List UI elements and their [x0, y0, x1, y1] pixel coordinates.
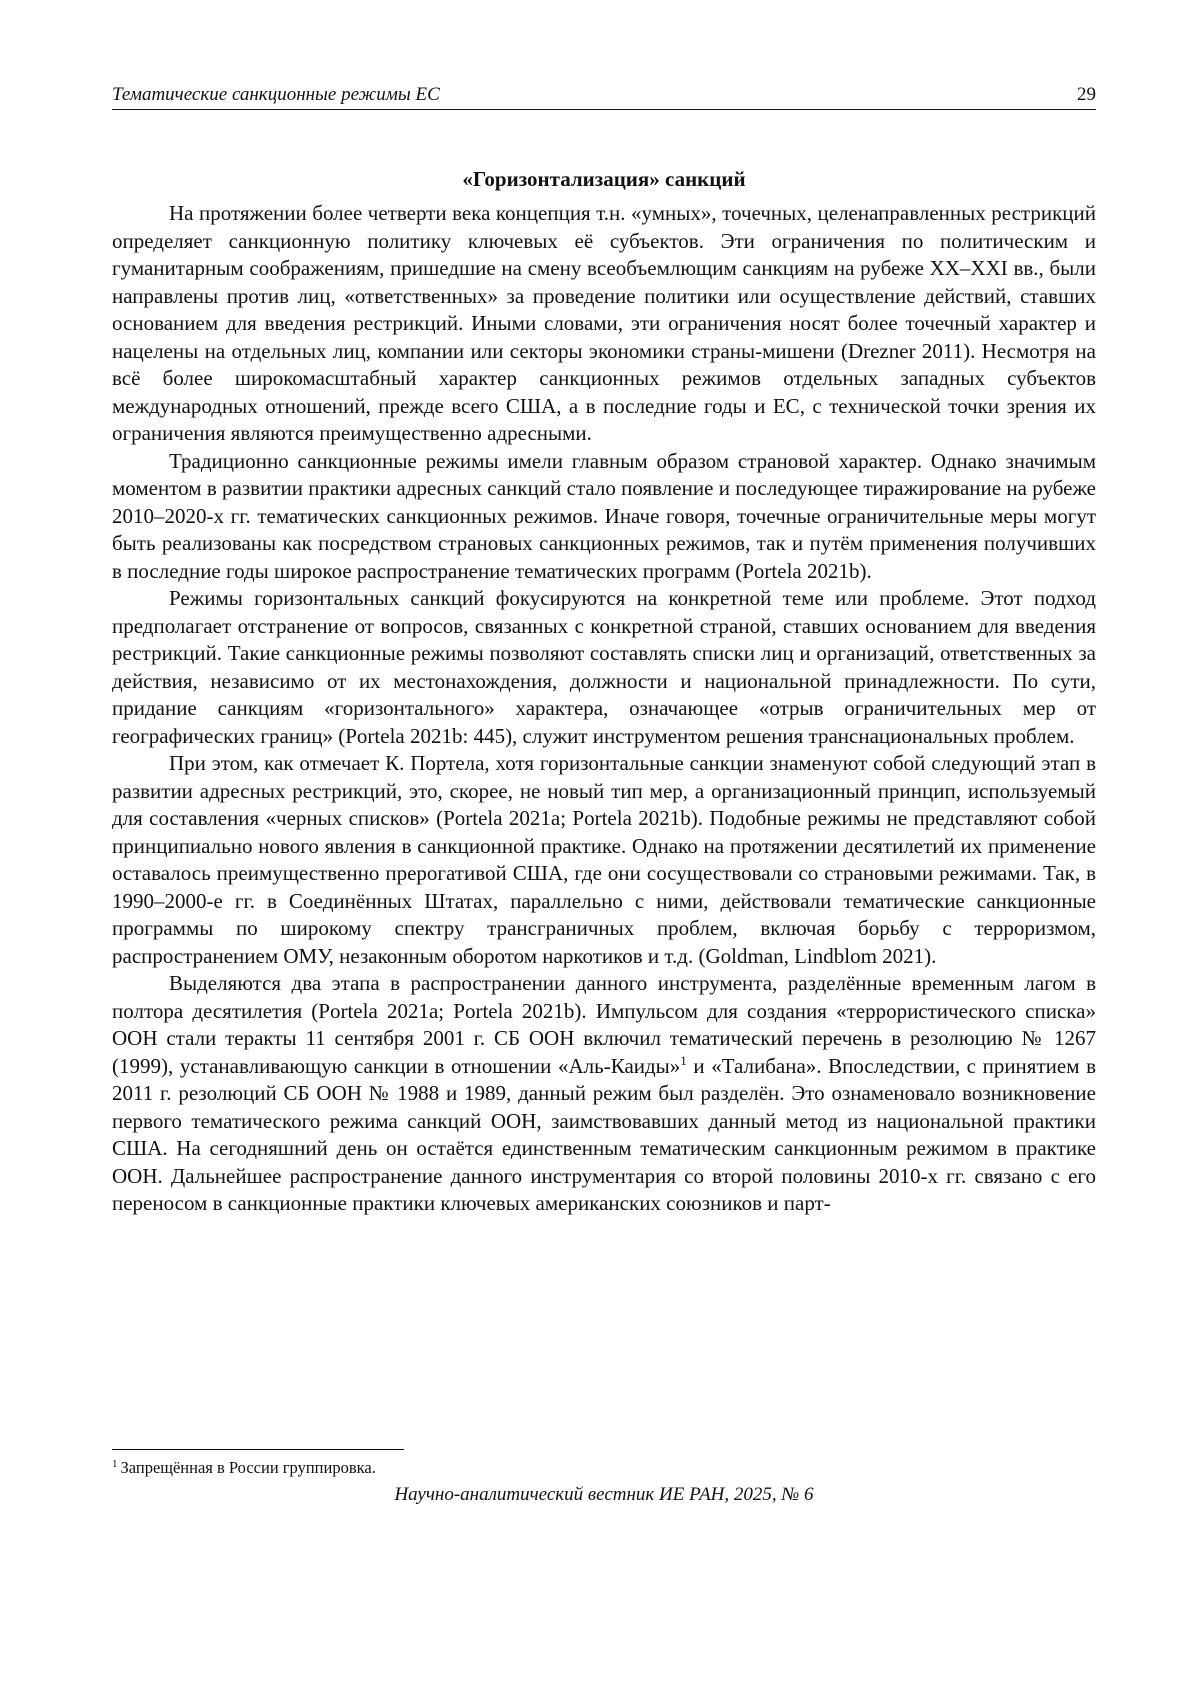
footnote-reference[interactable]: 1: [680, 1052, 687, 1068]
paragraph-5: [112, 970, 1096, 1218]
page-number: 29: [1077, 84, 1096, 105]
paragraph-5-part-1: Выделяются два этапа в распространении данного инструмента, разделённые временным лагом в полтора десятилетия (Portela 2021a; Portela 2021b). Импульсом для создания «террористического списка» ООН стали теракты 11 сентября 2001 г. СБ ООН включил тематический перечень в резолюцию № 1267 (1999), устанавливающую санкции в отношении «Аль-Каиды»: [112, 971, 1096, 1078]
paragraph-1: На протяжении более четверти века концепция т.н. «умных», точечных, целенаправленных рестрикций определяет санкционную политику ключевых её субъектов. Эти ограничения по политическим и гуманитарным соображениям, пришедшие на смену всеобъемлющим санкциям на рубеже XX–XXI вв., были направлены против лиц, «ответственных» за проведение политики или осуществление действий, ставших основанием для введения рестрикций. Иными словами, эти ограничения носят более точечный характер и нацелены на отдельных лиц, компании или секторы экономики страны-мишени (Drezner 2011). Несмотря на всё более широкомасштабный характер санкционных режимов отдельных западных субъектов международных отношений, прежде всего США, а в последние годы и ЕС, с технической точки зрения их ограничения являются преимущественно адресными.: [112, 201, 1096, 445]
body-text: [112, 200, 1096, 1218]
paragraph-2: Традиционно санкционные режимы имели главным образом страновой характер. Однако значимым моментом в развитии практики адресных санкций стало появление и последующее тиражирование на рубеже 2010–2020-х гг. тематических санкционных режимов. Иначе говоря, точечные ограничительные меры могут быть реализованы как посредством страновых санкционных режимов, так и путём применения получивших в последние годы широкое распространение тематических программ (Portela 2021b).: [112, 448, 1096, 583]
footnote-divider: [112, 1449, 404, 1450]
footnote-number: 1: [112, 1457, 118, 1470]
paragraph-4: При этом, как отмечает К. Портела, хотя горизонтальные санкции знаменуют собой следующий этап в развитии адресных рестрикций, это, скорее, не новый тип мер, а организационный принцип, используемый для составления «черных списков» (Portela 2021a; Portela 2021b). Подобные режимы не представляют собой принципиально нового явления в санкционной практике. Однако на протяжении десятилетий их применение оставалось преимущественно прерогативой США, где они сосуществовали со страновыми режимами. Так, в 1990–2000-е гг. в Соединённых Штатах, параллельно с ними, действовали тематические санкционные программы по широкому спектру трансграничных проблем, включая борьбу с терроризмом, распространением ОМУ, незаконным оборотом наркотиков и т.д. (Goldman, Lindblom 2021).: [112, 751, 1096, 968]
footnote: [112, 1458, 376, 1478]
journal-footer: Научно-аналитический вестник ИЕ РАН, 2025, № 6: [394, 1484, 814, 1505]
paragraph-5-part-2: и «Талибана». Впоследствии, с принятием в 2011 г. резолюций СБ ООН № 1988 и 1989, данный режим был разделён. Это ознаменовало возникновение первого тематического режима санкций ООН, заимствовавших данный метод из национальной практики США. На сегодняшний день он остаётся единственным тематическим санкционным режимом в практике ООН. Дальнейшее распространение данного инструментария со второй половины 2010-х гг. связано с его переносом в санкционные практики ключевых американских союзников и парт-: [112, 1053, 1096, 1215]
running-header: [112, 84, 1096, 110]
page: [112, 84, 1096, 1664]
footnote-text: Запрещённая в России группировка.: [120, 1458, 376, 1477]
running-title: Тематические санкционные режимы ЕС: [112, 84, 440, 105]
section-title: «Горизонтализация» санкций: [462, 167, 746, 191]
paragraph-3: Режимы горизонтальных санкций фокусируются на конкретной теме или проблеме. Этот подход предполагает отстранение от вопросов, связанных с конкретной страной, ставших основанием для введения рестрикций. Такие санкционные режимы позволяют составлять списки лиц и организаций, ответственных за действия, независимо от их местонахождения, должности и национальной принадлежности. По сути, придание санкциям «горизонтального» характера, означающее «отрыв ограничительных мер от географических границ» (Portela 2021b: 445), служит инструментом решения транснациональных проблем.: [112, 586, 1096, 748]
